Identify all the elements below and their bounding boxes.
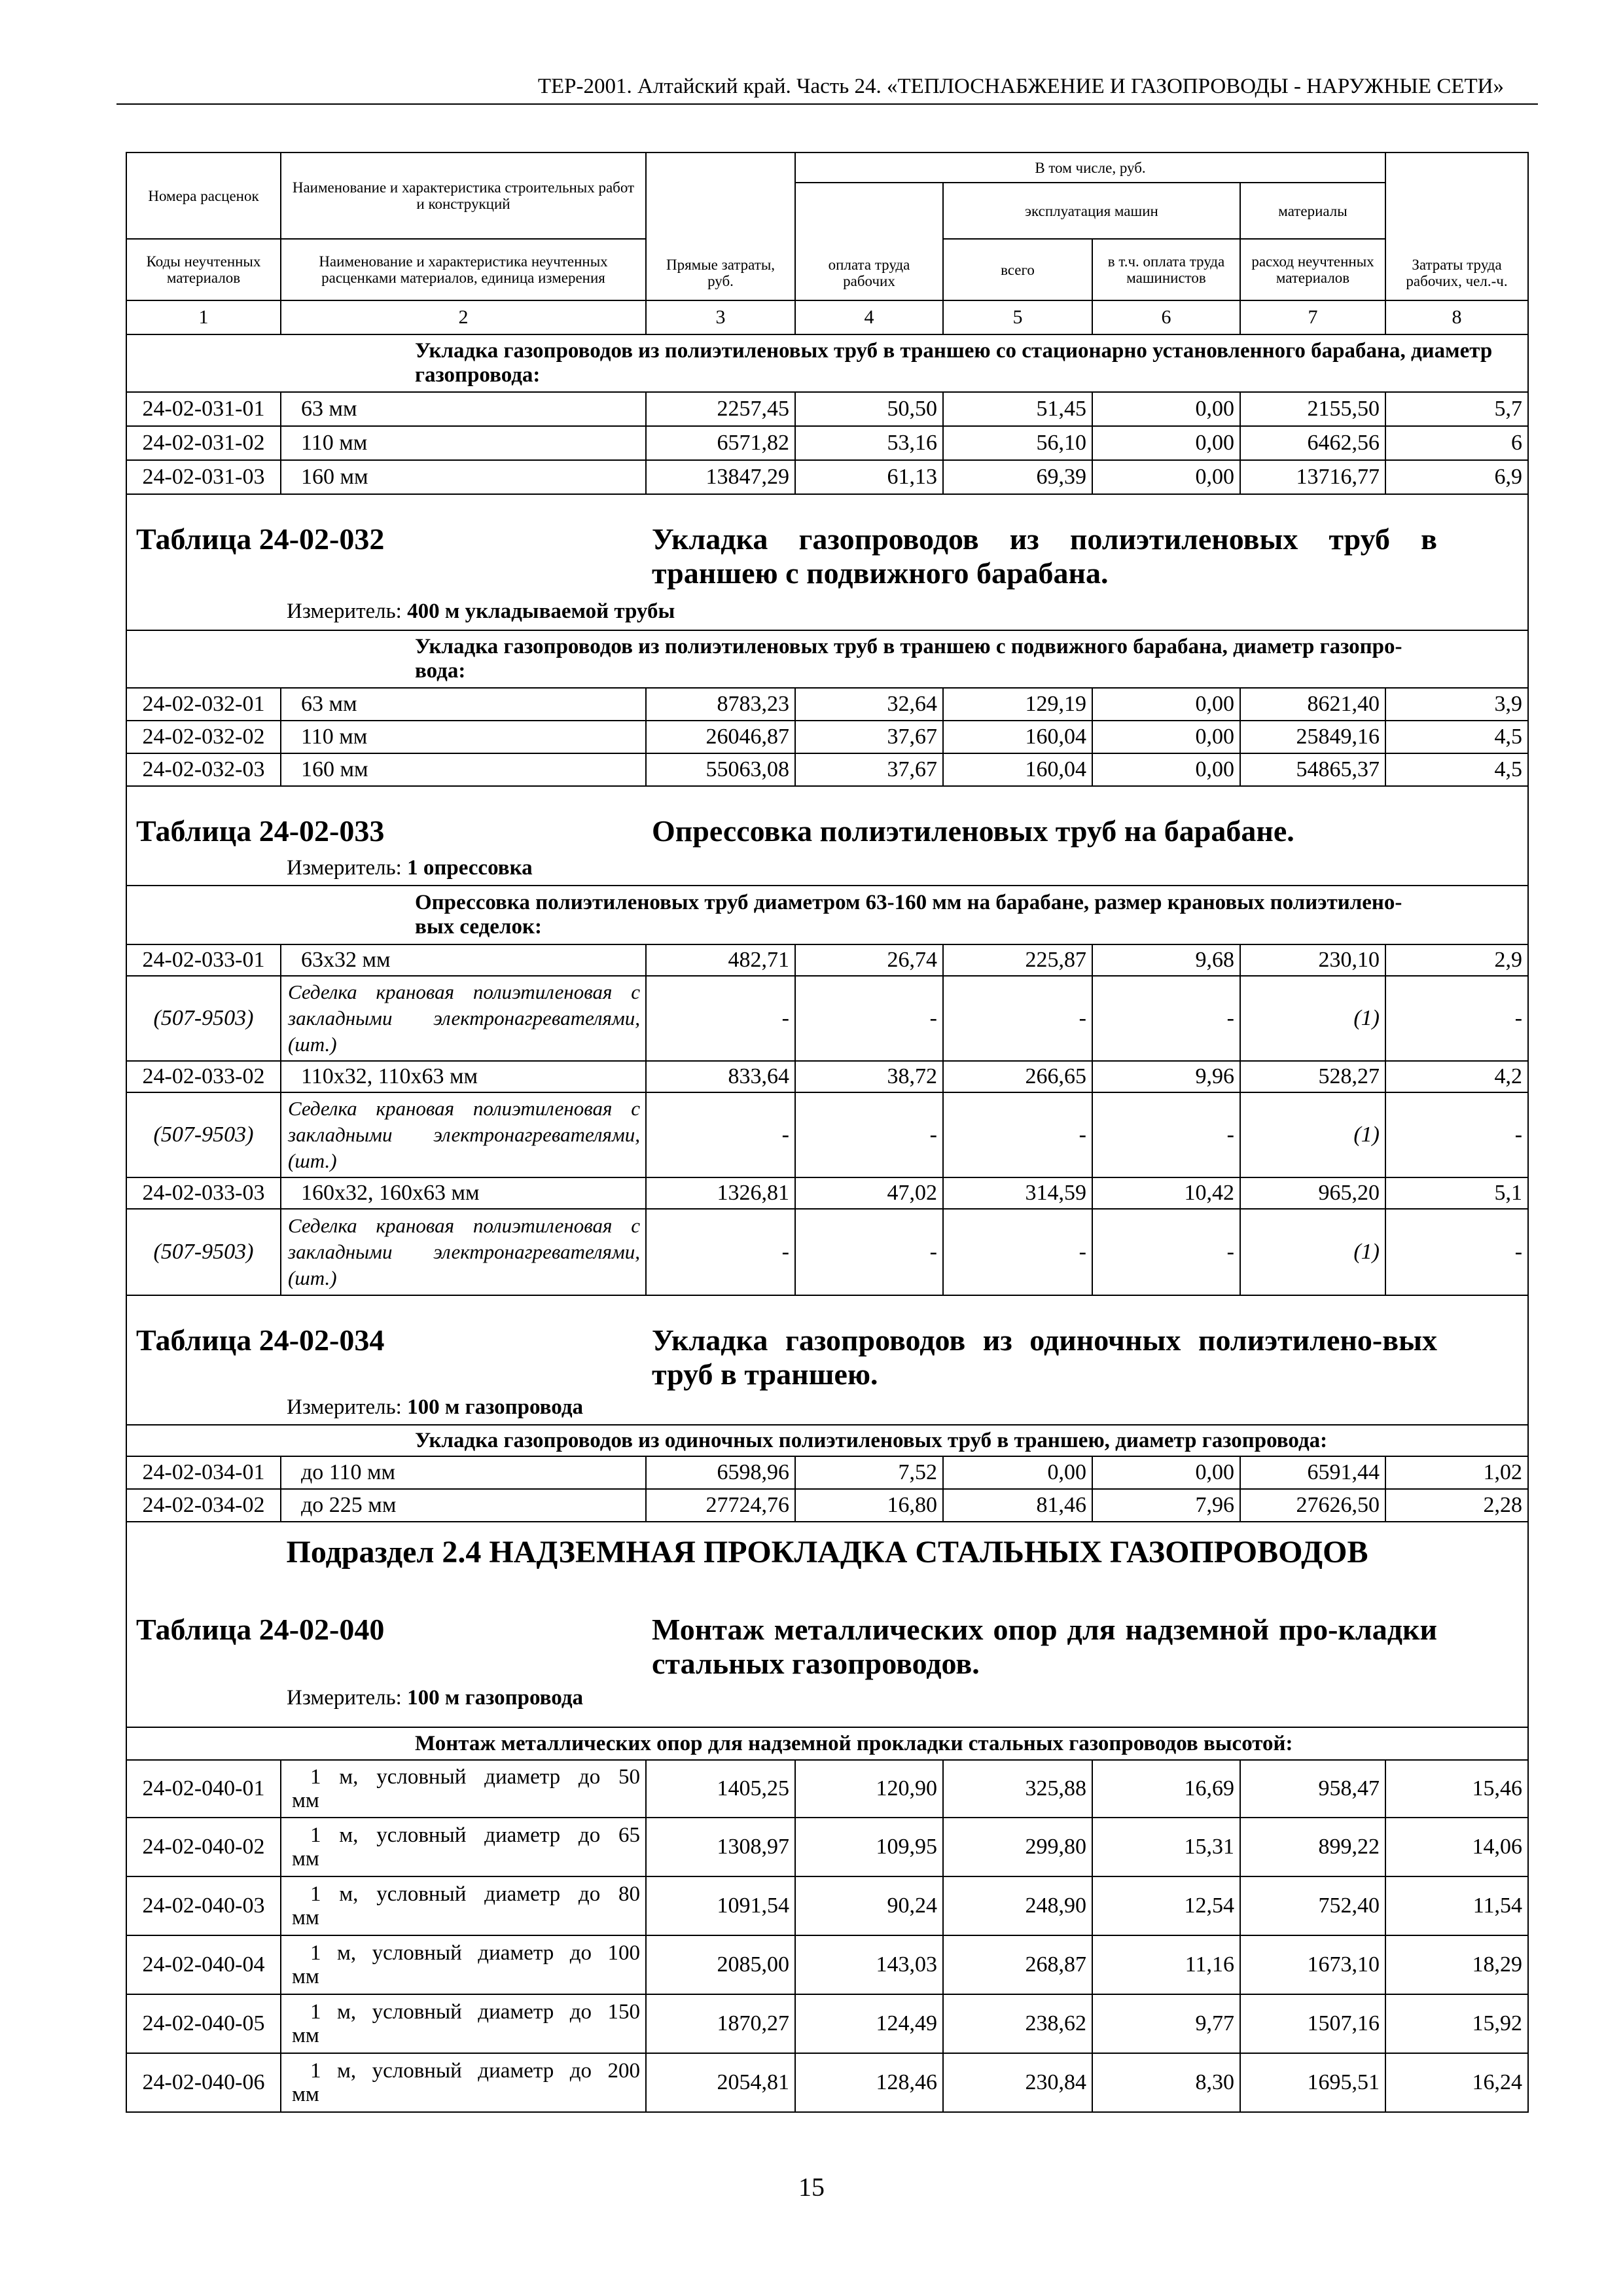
row-name-line1: 1 м, условный диаметр до 50 [310, 1765, 640, 1789]
table-meter [287, 598, 675, 624]
table-row [126, 721, 1528, 753]
machines-total-value: 56,10 [943, 426, 1092, 460]
material-row [126, 976, 1528, 1061]
row-name-line2: мм [292, 2024, 319, 2047]
material-value: - [1385, 1209, 1528, 1295]
table-row [126, 1456, 1528, 1489]
machines-total-value: 129,19 [943, 688, 1092, 721]
table-title: Опрессовка полиэтиленовых труб на барабане. [652, 814, 1294, 848]
row-code: 24-02-032-03 [126, 753, 281, 786]
materials-value: 1507,16 [1240, 1994, 1385, 2053]
machines-total-value: 160,04 [943, 721, 1092, 753]
material-code: (507-9503) [126, 1092, 281, 1177]
labor-pay-value: 124,49 [795, 1994, 943, 2053]
th-unaccounted: расход неучтенных материалов [1240, 239, 1385, 300]
direct-costs-value: 6571,82 [646, 426, 795, 460]
header-text: ТЕР-2001. Алтайский край. Часть 24. «ТЕПЛОСНАБЖЕНИЕ И ГАЗОПРОВОДЫ - НАРУЖНЫЕ СЕТИ» [537, 75, 1504, 98]
row-name-line2: мм [292, 2083, 319, 2106]
direct-costs-value: 1326,81 [646, 1177, 795, 1209]
row-name: до 225 мм [281, 1489, 646, 1522]
table-number: Таблица 24-02-032 [136, 522, 385, 556]
group-row-040 [126, 1727, 1528, 1760]
row-code: 24-02-031-03 [126, 460, 281, 494]
material-value: - [1092, 1209, 1240, 1295]
col-number: 3 [646, 300, 795, 334]
row-code: 24-02-040-05 [126, 1994, 281, 2053]
table-row [126, 753, 1528, 786]
meter-label: Измеритель: [287, 600, 402, 623]
row-code: 24-02-031-02 [126, 426, 281, 460]
machinist-pay-value: 9,77 [1092, 1994, 1240, 2053]
table-title: Монтаж металлических опор для надземной про-кладки стальных газопроводов. [652, 1613, 1437, 1680]
labor-hours-value: 3,9 [1385, 688, 1528, 721]
group-row-033 [126, 886, 1528, 944]
table-row [126, 392, 1528, 426]
col-number: 4 [795, 300, 943, 334]
th-including: В том числе, руб. [795, 152, 1385, 183]
table-row [126, 1061, 1528, 1092]
machines-total-value: 69,39 [943, 460, 1092, 494]
materials-value: 25849,16 [1240, 721, 1385, 753]
column-numbers-row [126, 300, 1528, 334]
material-value: - [1092, 1092, 1240, 1177]
row-name-line1: 1 м, условный диаметр до 80 [310, 1882, 640, 1906]
direct-costs-value: 1308,97 [646, 1818, 795, 1876]
machinist-pay-value: 0,00 [1092, 392, 1240, 426]
row-name: 63х32 мм [281, 944, 646, 976]
table-meter [287, 1685, 583, 1711]
machines-total-value: 268,87 [943, 1935, 1092, 1994]
row-name-line2: мм [292, 1789, 319, 1812]
meter-label: Измеритель: [287, 1686, 402, 1710]
table-number: Таблица 24-02-034 [136, 1323, 385, 1357]
meter-value: 400 м укладываемой трубы [407, 600, 675, 623]
materials-value: 958,47 [1240, 1760, 1385, 1818]
direct-costs-value: 2054,81 [646, 2053, 795, 2112]
th-col2-bottom: Наименование и характеристика неучтенных расценками материалов, единица измерения [281, 239, 646, 300]
row-code: 24-02-040-03 [126, 1876, 281, 1935]
labor-hours-value: 15,92 [1385, 1994, 1528, 2053]
row-code: 24-02-032-01 [126, 688, 281, 721]
direct-costs-value: 2085,00 [646, 1935, 795, 1994]
row-name: 160 мм [281, 460, 646, 494]
th-col2-top: Наименование и характеристика строительных работ и конструкций [281, 152, 646, 239]
group-heading: Опрессовка полиэтиленовых труб диаметром 63-160 мм на барабане, размер крановых полиэтилено-вых седелок: [126, 886, 1528, 944]
machinist-pay-value: 0,00 [1092, 721, 1240, 753]
machinist-pay-value: 9,68 [1092, 944, 1240, 976]
material-value: - [1385, 1092, 1528, 1177]
machines-total-value: 314,59 [943, 1177, 1092, 1209]
table-title-row-034 [126, 1295, 1528, 1425]
meter-value: 1 опрессовка [407, 856, 533, 880]
table-title-row-033 [126, 786, 1528, 886]
row-name: 160 мм [281, 753, 646, 786]
row-name-line2: мм [292, 1965, 319, 1988]
row-name [281, 1876, 646, 1935]
material-value: - [795, 1209, 943, 1295]
table-number: Таблица 24-02-033 [136, 814, 385, 848]
materials-value: 899,22 [1240, 1818, 1385, 1876]
materials-value: 8621,40 [1240, 688, 1385, 721]
materials-value: 1673,10 [1240, 1935, 1385, 1994]
th-incl-machinist: в т.ч. оплата труда машинистов [1092, 239, 1240, 300]
table-title-block [127, 787, 1527, 885]
group-row-031 [126, 334, 1528, 392]
materials-value: 230,10 [1240, 944, 1385, 976]
th-direct-costs: Прямые затраты, руб. [646, 152, 795, 300]
table-row [126, 1876, 1528, 1935]
row-code: 24-02-040-06 [126, 2053, 281, 2112]
row-name-line1: 1 м, условный диаметр до 200 [310, 2059, 640, 2083]
row-code: 24-02-032-02 [126, 721, 281, 753]
machinist-pay-value: 0,00 [1092, 753, 1240, 786]
materials-value: 528,27 [1240, 1061, 1385, 1092]
group-heading: Монтаж металлических опор для надземной прокладки стальных газопроводов высотой: [126, 1727, 1528, 1760]
table-title-block [127, 1522, 1527, 1727]
materials-value: 13716,77 [1240, 460, 1385, 494]
materials-value: 2155,50 [1240, 392, 1385, 426]
row-name-line1: 1 м, условный диаметр до 65 [310, 1823, 640, 1847]
th-col1-bottom: Коды неучтенных материалов [126, 239, 281, 300]
material-value: - [1385, 976, 1528, 1061]
direct-costs-value: 27724,76 [646, 1489, 795, 1522]
col-number: 6 [1092, 300, 1240, 334]
col-number: 1 [126, 300, 281, 334]
machinist-pay-value: 0,00 [1092, 688, 1240, 721]
row-name [281, 2053, 646, 2112]
labor-hours-value: 5,1 [1385, 1177, 1528, 1209]
row-name: 110х32, 110х63 мм [281, 1061, 646, 1092]
labor-pay-value: 90,24 [795, 1876, 943, 1935]
machinist-pay-value: 0,00 [1092, 1456, 1240, 1489]
col-number: 5 [943, 300, 1092, 334]
material-value: (1) [1240, 976, 1385, 1061]
machines-total-value: 325,88 [943, 1760, 1092, 1818]
material-code: (507-9503) [126, 1209, 281, 1295]
meter-label: Измеритель: [287, 856, 402, 880]
header-rule [116, 103, 1538, 105]
labor-pay-value: 61,13 [795, 460, 943, 494]
table-title-block [127, 495, 1527, 630]
machinist-pay-value: 7,96 [1092, 1489, 1240, 1522]
group-row-034 [126, 1425, 1528, 1456]
machinist-pay-value: 15,31 [1092, 1818, 1240, 1876]
meter-value: 100 м газопровода [407, 1686, 584, 1710]
machinist-pay-value: 0,00 [1092, 460, 1240, 494]
th-labor-costs: Затраты труда рабочих, чел.-ч. [1385, 152, 1528, 300]
meter-label: Измеритель: [287, 1395, 402, 1419]
machinist-pay-value: 0,00 [1092, 426, 1240, 460]
direct-costs-value: 26046,87 [646, 721, 795, 753]
price-table [126, 152, 1529, 2113]
row-code: 24-02-033-02 [126, 1061, 281, 1092]
row-name-line1: 1 м, условный диаметр до 150 [310, 2000, 640, 2024]
row-code: 24-02-034-01 [126, 1456, 281, 1489]
labor-pay-value: 120,90 [795, 1760, 943, 1818]
materials-value: 6591,44 [1240, 1456, 1385, 1489]
group-heading: Укладка газопроводов из одиночных полиэтиленовых труб в траншею, диаметр газопровода: [126, 1425, 1528, 1456]
row-name: 63 мм [281, 688, 646, 721]
table-row [126, 426, 1528, 460]
machines-total-value: 225,87 [943, 944, 1092, 976]
table-row [126, 1177, 1528, 1209]
material-value: - [943, 976, 1092, 1061]
labor-pay-value: 7,52 [795, 1456, 943, 1489]
row-code: 24-02-031-01 [126, 392, 281, 426]
labor-hours-value: 2,28 [1385, 1489, 1528, 1522]
row-code: 24-02-040-02 [126, 1818, 281, 1876]
labor-hours-value: 5,7 [1385, 392, 1528, 426]
labor-pay-value: 32,64 [795, 688, 943, 721]
table-title: Укладка газопроводов из полиэтиленовых труб в траншею с подвижного барабана. [652, 522, 1437, 590]
material-value: - [646, 1209, 795, 1295]
group-row-032 [126, 630, 1528, 688]
row-name [281, 1935, 646, 1994]
material-value: (1) [1240, 1209, 1385, 1295]
material-code: (507-9503) [126, 976, 281, 1061]
table-row [126, 1489, 1528, 1522]
machinist-pay-value: 10,42 [1092, 1177, 1240, 1209]
row-name [281, 1818, 646, 1876]
direct-costs-value: 55063,08 [646, 753, 795, 786]
table-row [126, 1760, 1528, 1818]
col-number: 7 [1240, 300, 1385, 334]
row-code: 24-02-034-02 [126, 1489, 281, 1522]
machines-total-value: 160,04 [943, 753, 1092, 786]
labor-pay-value: 143,03 [795, 1935, 943, 1994]
machines-total-value: 51,45 [943, 392, 1092, 426]
material-name: Седелка крановая полиэтиленовая с закладными электронагревателями, (шт.) [281, 1209, 646, 1295]
group-heading: Укладка газопроводов из полиэтиленовых труб в траншею с подвижного барабана, диаметр газопро-вода: [126, 630, 1528, 688]
table-meter [287, 1394, 583, 1420]
direct-costs-value: 1870,27 [646, 1994, 795, 2053]
labor-pay-value: 53,16 [795, 426, 943, 460]
labor-pay-value: 47,02 [795, 1177, 943, 1209]
row-name: до 110 мм [281, 1456, 646, 1489]
material-value: - [1092, 976, 1240, 1061]
table-title-row-032 [126, 494, 1528, 630]
table-title: Укладка газопроводов из одиночных полиэтилено-вых труб в траншею. [652, 1323, 1437, 1391]
th-total: всего [943, 239, 1092, 300]
machines-total-value: 0,00 [943, 1456, 1092, 1489]
direct-costs-value: 482,71 [646, 944, 795, 976]
page-number: 15 [798, 2172, 825, 2202]
row-code: 24-02-033-03 [126, 1177, 281, 1209]
material-value: - [943, 1092, 1092, 1177]
machines-total-value: 81,46 [943, 1489, 1092, 1522]
table-row [126, 688, 1528, 721]
row-name: 110 мм [281, 721, 646, 753]
labor-hours-value: 16,24 [1385, 2053, 1528, 2112]
direct-costs-value: 2257,45 [646, 392, 795, 426]
labor-pay-value: 37,67 [795, 753, 943, 786]
material-value: - [943, 1209, 1092, 1295]
labor-hours-value: 15,46 [1385, 1760, 1528, 1818]
direct-costs-value: 833,64 [646, 1061, 795, 1092]
row-name: 160х32, 160х63 мм [281, 1177, 646, 1209]
row-name [281, 1994, 646, 2053]
row-code: 24-02-040-01 [126, 1760, 281, 1818]
direct-costs-value: 1405,25 [646, 1760, 795, 1818]
labor-hours-value: 14,06 [1385, 1818, 1528, 1876]
materials-value: 1695,51 [1240, 2053, 1385, 2112]
labor-hours-value: 18,29 [1385, 1935, 1528, 1994]
material-value: - [795, 976, 943, 1061]
th-machines: эксплуатация машин [943, 183, 1240, 239]
materials-value: 27626,50 [1240, 1489, 1385, 1522]
th-labor-pay: оплата труда рабочих [795, 183, 943, 300]
material-row [126, 1209, 1528, 1295]
labor-pay-value: 16,80 [795, 1489, 943, 1522]
row-name [281, 1760, 646, 1818]
labor-pay-value: 128,46 [795, 2053, 943, 2112]
material-value: (1) [1240, 1092, 1385, 1177]
material-name: Седелка крановая полиэтиленовая с закладными электронагревателями, (шт.) [281, 976, 646, 1061]
labor-hours-value: 4,5 [1385, 721, 1528, 753]
machinist-pay-value: 16,69 [1092, 1760, 1240, 1818]
group-heading: Укладка газопроводов из полиэтиленовых труб в траншею со стационарно установленного барабана, диаметр газопровода: [126, 334, 1528, 392]
row-code: 24-02-040-04 [126, 1935, 281, 1994]
row-name-line1: 1 м, условный диаметр до 100 [310, 1941, 640, 1965]
machinist-pay-value: 8,30 [1092, 2053, 1240, 2112]
machines-total-value: 266,65 [943, 1061, 1092, 1092]
direct-costs-value: 1091,54 [646, 1876, 795, 1935]
row-name: 63 мм [281, 392, 646, 426]
direct-costs-value: 13847,29 [646, 460, 795, 494]
labor-hours-value: 4,5 [1385, 753, 1528, 786]
material-value: - [795, 1092, 943, 1177]
subsection-heading: Подраздел 2.4 НАДЗЕМНАЯ ПРОКЛАДКА СТАЛЬНЫХ ГАЗОПРОВОДОВ [286, 1535, 1368, 1570]
row-name-line2: мм [292, 1906, 319, 1929]
labor-hours-value: 6 [1385, 426, 1528, 460]
materials-value: 54865,37 [1240, 753, 1385, 786]
table-meter [287, 855, 533, 881]
labor-hours-value: 11,54 [1385, 1876, 1528, 1935]
row-name-line2: мм [292, 1847, 319, 1871]
labor-pay-value: 38,72 [795, 1061, 943, 1092]
labor-hours-value: 4,2 [1385, 1061, 1528, 1092]
row-name: 110 мм [281, 426, 646, 460]
material-name: Седелка крановая полиэтиленовая с закладными электронагревателями, (шт.) [281, 1092, 646, 1177]
table-row [126, 460, 1528, 494]
machinist-pay-value: 9,96 [1092, 1061, 1240, 1092]
material-value: - [646, 1092, 795, 1177]
meter-value: 100 м газопровода [407, 1395, 584, 1419]
materials-value: 752,40 [1240, 1876, 1385, 1935]
price-table-frame [126, 152, 1527, 2113]
table-row [126, 2053, 1528, 2112]
machines-total-value: 299,80 [943, 1818, 1092, 1876]
row-code: 24-02-033-01 [126, 944, 281, 976]
col-number: 2 [281, 300, 646, 334]
direct-costs-value: 6598,96 [646, 1456, 795, 1489]
table-row [126, 944, 1528, 976]
th-col1-top: Номера расценок [126, 152, 281, 239]
th-materials: материалы [1240, 183, 1385, 239]
machines-total-value: 238,62 [943, 1994, 1092, 2053]
col-number: 8 [1385, 300, 1528, 334]
table-row [126, 1935, 1528, 1994]
material-value: - [646, 976, 795, 1061]
machines-total-value: 248,90 [943, 1876, 1092, 1935]
labor-hours-value: 6,9 [1385, 460, 1528, 494]
labor-hours-value: 2,9 [1385, 944, 1528, 976]
labor-pay-value: 50,50 [795, 392, 943, 426]
labor-pay-value: 37,67 [795, 721, 943, 753]
materials-value: 965,20 [1240, 1177, 1385, 1209]
machines-total-value: 230,84 [943, 2053, 1092, 2112]
materials-value: 6462,56 [1240, 426, 1385, 460]
table-row [126, 1994, 1528, 2053]
table-number: Таблица 24-02-040 [136, 1613, 385, 1646]
subsection-and-table-title-row-040 [126, 1522, 1528, 1727]
table-title-block [127, 1296, 1527, 1424]
machinist-pay-value: 11,16 [1092, 1935, 1240, 1994]
labor-hours-value: 1,02 [1385, 1456, 1528, 1489]
labor-pay-value: 109,95 [795, 1818, 943, 1876]
direct-costs-value: 8783,23 [646, 688, 795, 721]
labor-pay-value: 26,74 [795, 944, 943, 976]
table-row [126, 1818, 1528, 1876]
material-row [126, 1092, 1528, 1177]
machinist-pay-value: 12,54 [1092, 1876, 1240, 1935]
